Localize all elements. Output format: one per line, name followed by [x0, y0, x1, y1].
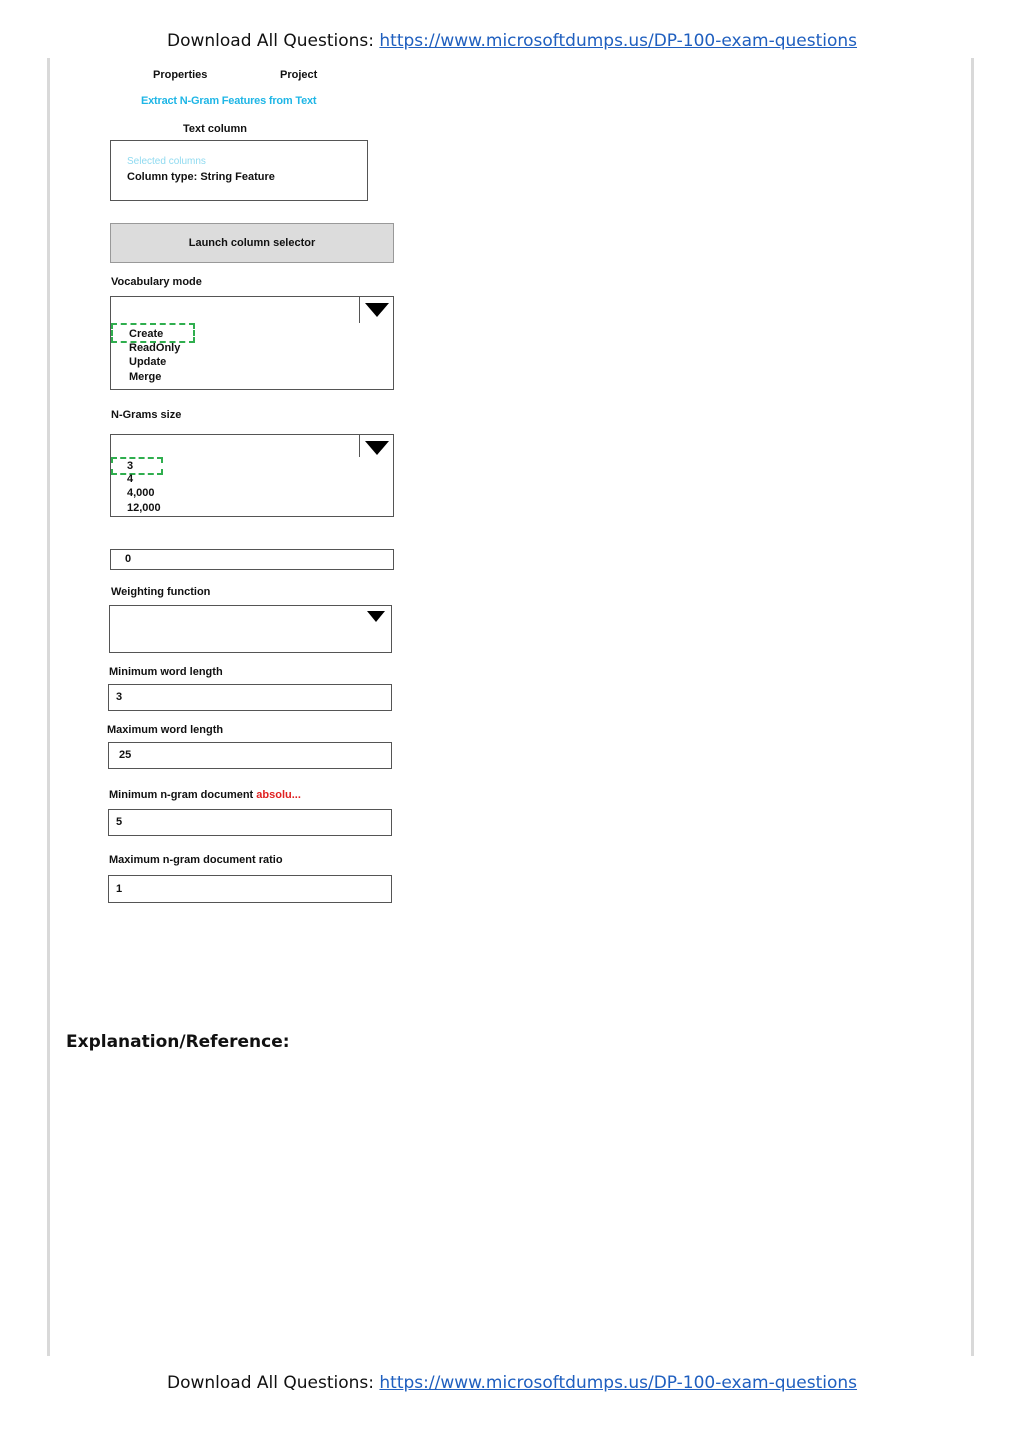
- header-prefix: Download All Questions:: [166, 31, 380, 51]
- max-ngram-ratio-value: 1: [116, 883, 123, 895]
- chevron-down-icon[interactable]: [359, 297, 393, 323]
- selected-columns-text: Selected columns: [127, 156, 206, 167]
- tab-project[interactable]: Project: [280, 69, 318, 81]
- max-ngram-ratio-input[interactable]: [108, 875, 392, 903]
- vocabulary-mode-label: Vocabulary mode: [111, 276, 202, 288]
- min-ngram-doc-input[interactable]: [108, 809, 392, 836]
- numeric-input-value: 0: [125, 553, 132, 565]
- chevron-down-icon[interactable]: [359, 435, 393, 457]
- option-4000[interactable]: 4,000: [127, 487, 155, 499]
- option-4[interactable]: 4: [127, 473, 134, 485]
- min-word-length-label: Minimum word length: [109, 666, 223, 678]
- numeric-input[interactable]: [110, 549, 394, 570]
- weighting-function-select[interactable]: [109, 605, 392, 653]
- ngrams-size-options: [110, 457, 394, 517]
- text-column-label: Text column: [183, 123, 247, 135]
- tab-properties[interactable]: Properties: [153, 69, 208, 81]
- min-ngram-doc-label-prefix: Minimum n-gram document: [109, 789, 257, 801]
- min-ngram-doc-label-suffix: absolu...: [256, 789, 301, 801]
- option-12000[interactable]: 12,000: [127, 502, 161, 514]
- module-title: Extract N-Gram Features from Text: [141, 95, 317, 107]
- header-link[interactable]: https://www.microsoftdumps.us/DP-100-exam-questions: [379, 31, 858, 51]
- ngrams-size-select[interactable]: [110, 434, 394, 458]
- column-selection-box: [110, 140, 368, 201]
- explanation-heading: Explanation/Reference:: [66, 1032, 290, 1052]
- left-border: [47, 58, 50, 1356]
- footer-prefix: Download All Questions:: [166, 1373, 380, 1393]
- option-update[interactable]: Update: [129, 356, 167, 368]
- page-header: [0, 31, 1024, 51]
- max-word-length-input[interactable]: [108, 742, 392, 769]
- max-word-length-label: Maximum word length: [107, 724, 224, 736]
- option-merge[interactable]: Merge: [129, 371, 162, 383]
- launch-column-selector-button[interactable]: Launch column selector: [110, 223, 394, 263]
- min-word-length-value: 3: [116, 691, 123, 703]
- option-readonly[interactable]: ReadOnly: [129, 342, 181, 354]
- min-ngram-doc-label: [109, 789, 301, 801]
- footer-link[interactable]: https://www.microsoftdumps.us/DP-100-exam-questions: [379, 1373, 858, 1393]
- ngrams-size-label: N-Grams size: [111, 409, 182, 421]
- page-footer: [0, 1373, 1024, 1393]
- column-type-text: Column type: String Feature: [127, 171, 275, 183]
- weighting-function-label: Weighting function: [111, 586, 211, 598]
- right-border: [971, 58, 974, 1356]
- option-3[interactable]: 3: [127, 460, 134, 472]
- chevron-down-icon[interactable]: [367, 611, 385, 622]
- option-create[interactable]: Create: [129, 328, 164, 340]
- max-ngram-ratio-label: Maximum n-gram document ratio: [109, 854, 283, 866]
- vocabulary-mode-options: [110, 323, 394, 390]
- min-word-length-input[interactable]: [108, 684, 392, 711]
- max-word-length-value: 25: [119, 749, 132, 761]
- answer-area-box[interactable]: [111, 457, 163, 475]
- vocabulary-mode-select[interactable]: [110, 296, 394, 324]
- min-ngram-doc-value: 5: [116, 816, 123, 828]
